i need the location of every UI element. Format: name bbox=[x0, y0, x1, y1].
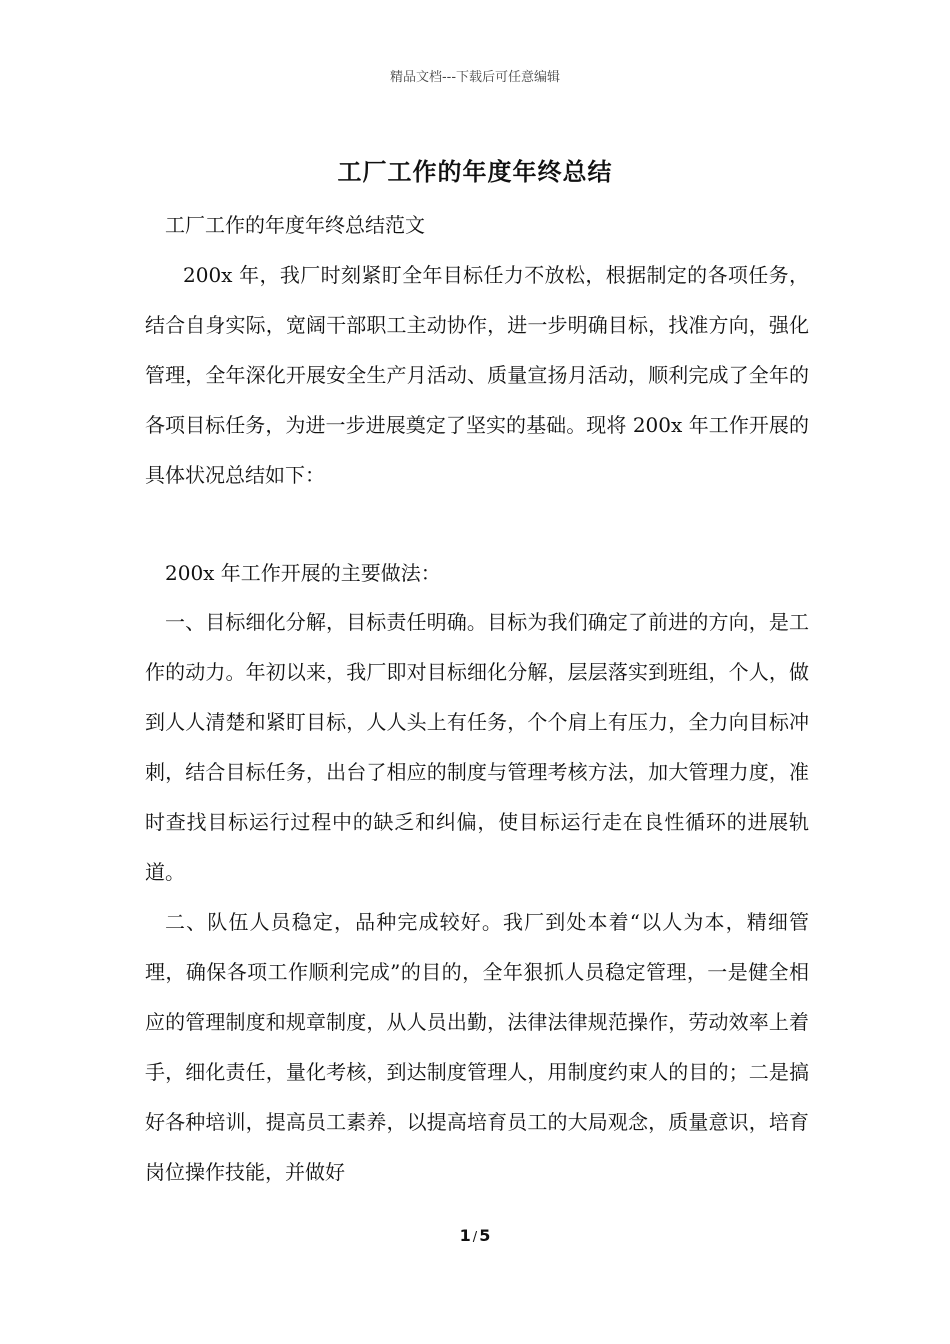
page-separator: / bbox=[472, 1230, 478, 1245]
intro-paragraph: 200x 年，我厂时刻紧盯全年目标任力不放松，根据制定的各项任务，结合自身实际，宽阔干部职工主动协作，进一步明确目标，找准方向，强化管理，全年深化开展安全生产月活动、质量宣扬月活动，顺利完成了全年的各项目标任务，为进一步进展奠定了坚实的基础。现将 200x 年工作开展的具体状况总结如下： bbox=[145, 263, 809, 487]
page-number bbox=[0, 1226, 950, 1245]
paragraph-item-2: 二、队伍人员稳定，品种完成较好。我厂到处本着“以人为本，精细管理，确保各项工作顺利完成”的目的，全年狠抓人员稳定管理，一是健全相应的管理制度和规章制度，从人员出勤，法律法律规范操作，劳动效率上着手，细化责任，量化考核，到达制度管理人，用制度约束人的目的；二是搞好各种培训，提高员工素养，以提高培育员工的大局观念，质量意识，培育岗位操作技能，并做好 bbox=[145, 910, 809, 1184]
document-title: 工厂工作的年度年终总结 bbox=[337, 157, 613, 186]
total-pages: 5 bbox=[479, 1226, 491, 1245]
page-header: 精品文档---下载后可任意编辑 bbox=[389, 70, 561, 85]
document-subtitle: 工厂工作的年度年终总结范文 bbox=[165, 213, 425, 237]
section-heading: 200x 年工作开展的主要做法： bbox=[165, 561, 441, 585]
current-page: 1 bbox=[459, 1226, 471, 1245]
paragraph-item-1: 一、目标细化分解，目标责任明确。目标为我们确定了前进的方向，是工作的动力。年初以来，我厂即对目标细化分解，层层落实到班组，个人，做到人人清楚和紧盯目标，人人头上有任务，个个肩上有压力，全力向目标冲刺，结合目标任务，出台了相应的制度与管理考核方法，加大管理力度，准时查找目标运行过程中的缺乏和纠偏，使目标运行走在良性循环的进展轨道。 bbox=[145, 610, 809, 884]
